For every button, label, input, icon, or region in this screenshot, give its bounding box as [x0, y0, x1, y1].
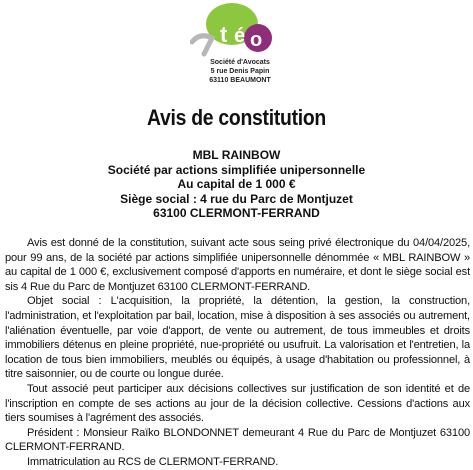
company-name: MBL RAINBOW	[192, 148, 281, 162]
company-header	[0, 148, 473, 221]
paragraph-constitution: Avis est donné de la constitution, suivant acte sous seing privé électronique du 04/04/2025, pour 99 ans, de la société par actions simplifiée unipersonnelle dénommée « MBL RAINBOW » au capital de 1 000 €, exclusivement composé d'apports en numéraire, et dont le siège social est sis 4 Rue du Parc de Montjuzet 63100 CLERMONT-FERRAND.	[5, 237, 470, 293]
svg-text:o: o	[250, 29, 263, 51]
yteo-logo-mark	[190, 2, 290, 58]
firm-address	[190, 58, 290, 85]
company-seat: Siège social : 4 rue du Parc de Montjuzet	[120, 191, 353, 206]
notice-body	[5, 236, 470, 470]
svg-text:t: t	[220, 22, 228, 47]
notice-title: Avis de constitution	[146, 105, 326, 130]
paragraph-decisions: Tout associé peut participer aux décisions collectives sur justification de son identité et de l'inscription en compte de ses actions au jour de la décision collective. Cessions d'actions aux tiers soumises à l'agrément des associés.	[5, 382, 470, 425]
company-city: 63100 CLERMONT-FERRAND	[153, 206, 320, 220]
law-firm-logo	[190, 2, 290, 92]
company-capital: Au capital de 1 000 €	[177, 177, 296, 191]
firm-name: Société d'Avocats	[210, 59, 270, 66]
company-form: Société par actions simplifiée unipersonnelle	[107, 162, 366, 177]
svg-text:é: é	[234, 25, 246, 47]
firm-street: 5 rue Denis Papin	[210, 68, 270, 75]
paragraph-registration: Immatriculation au RCS de CLERMONT-FERRAND.	[27, 455, 279, 468]
paragraph-object: Objet social : L'acquisition, la propriété, la détention, la gestion, la construction, l'administration, et l'exploitation par bail, location, mise à disposition à ses associés ou autrement, l'aliénation éventuelle, par voie d'apport, de vente ou autrement, de tous immeubles et droits immobiliers détenus en pleine propriété, nue-propriété ou usufruit. La valorisation et l'entretien, la location de tous bien immobiliers, meublés ou équipés, à usage d'habitation ou professionnel, à titre saisonnier, ou de courte ou longue durée.	[5, 295, 470, 381]
firm-city: 63110 BEAUMONT	[209, 77, 271, 84]
paragraph-president: Président : Monsieur Raïko BLONDONNET demeurant 4 Rue du Parc de Montjuzet 63100 CLERMONT-FERRAND.	[5, 426, 470, 454]
